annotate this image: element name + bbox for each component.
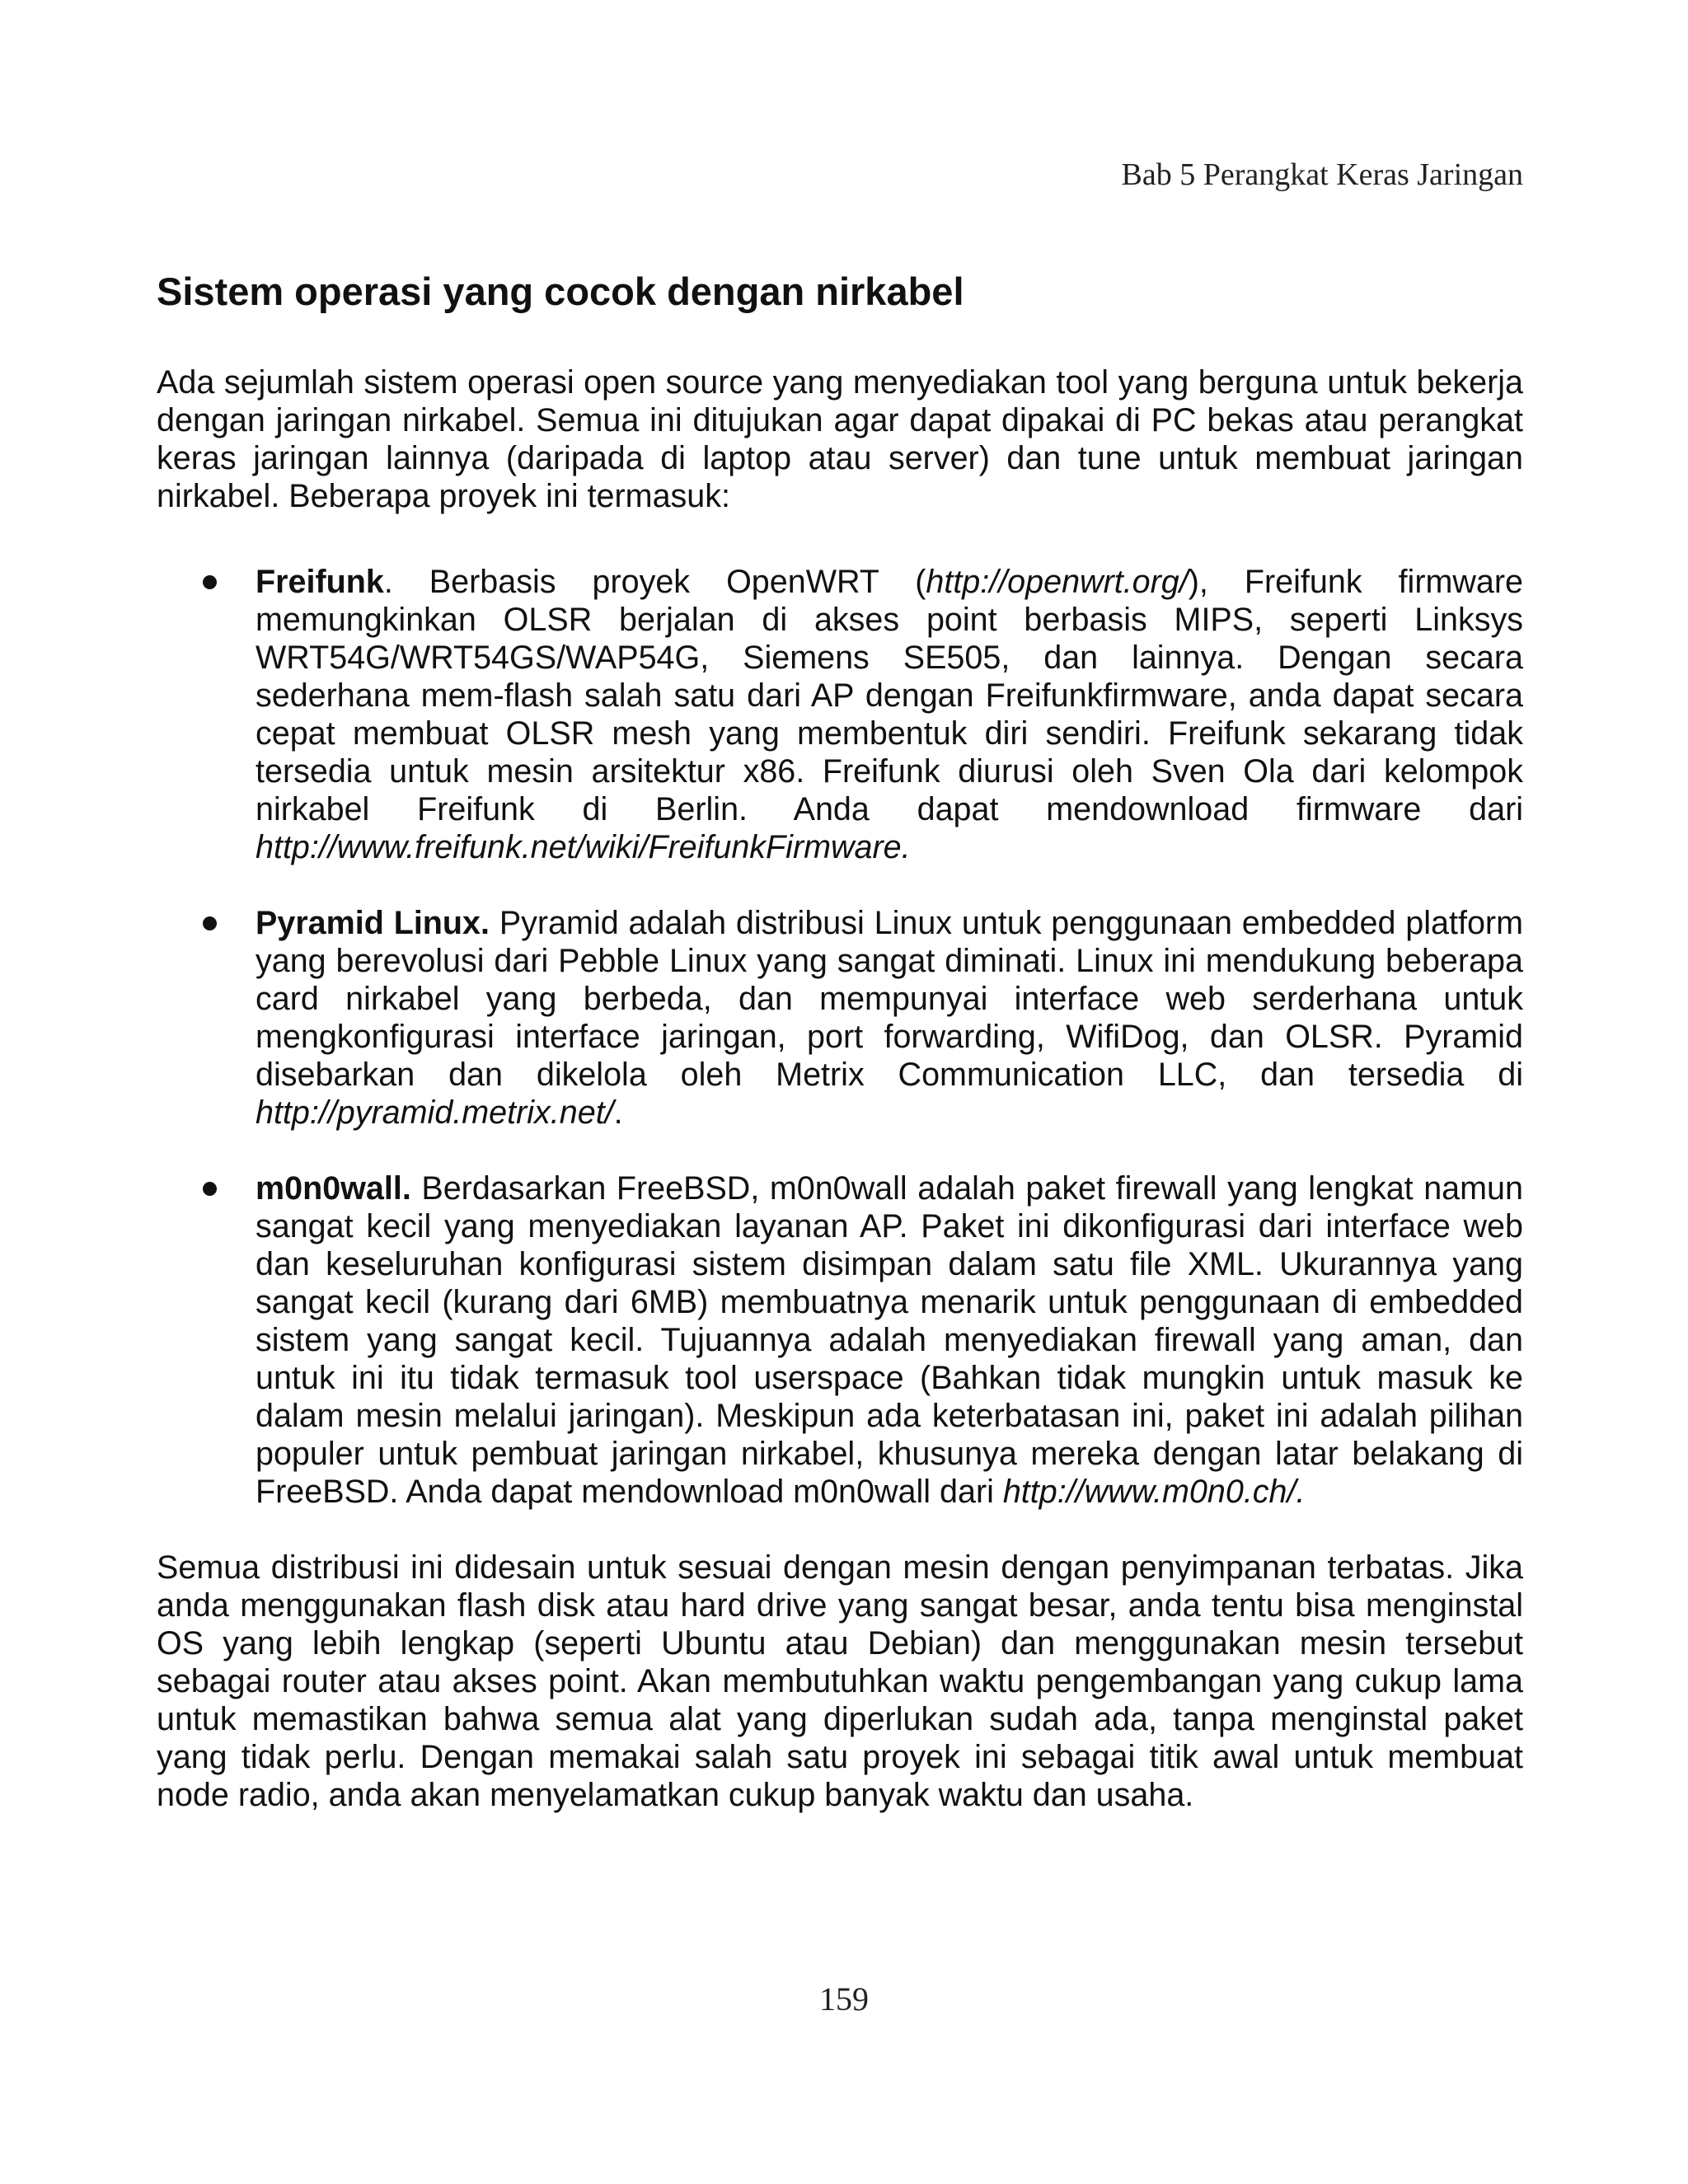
- m0n0wall-link[interactable]: http://www.m0n0.ch/.: [1002, 1474, 1306, 1510]
- item-text: .: [613, 1094, 623, 1131]
- os-list: [157, 563, 1523, 1511]
- item-text: ), Freifunk firmware memungkinkan OLSR berjalan di akses point berbasis MIPS, seperti Linksys WRT54G/WRT54GS/WAP54G, Siemens SE505, dan lainnya. Dengan secara sederhana mem-flash salah satu dari AP dengan Freifunkfirmware, anda dapat secara cepat membuat OLSR mesh yang membentuk diri sendiri. Freifunk sekarang tidak tersedia untuk mesin arsitektur x86. Freifunk diurusi oleh Sven Ola dari kelompok nirkabel Freifunk di Berlin. Anda dapat mendownload firmware dari: [256, 564, 1524, 827]
- list-item-m0n0wall: [157, 1169, 1523, 1511]
- list-item-freifunk: [157, 563, 1523, 866]
- bullet-icon: [203, 916, 217, 930]
- bullet-icon: [203, 575, 217, 589]
- intro-paragraph: Ada sejumlah sistem operasi open source yang menyediakan tool yang berguna untuk bekerja dengan jaringan nirkabel. Semua ini ditujukan agar dapat dipakai di PC bekas atau perangkat keras jaringan lainnya (daripada di laptop atau server) dan tune untuk membuat jaringan nirkabel. Beberapa proyek ini termasuk:: [157, 364, 1523, 514]
- closing-paragraph: Semua distribusi ini didesain untuk sesuai dengan mesin dengan penyimpanan terbatas. Jika anda menggunakan flash disk atau hard drive yang sangat besar, anda tentu bisa menginstal OS yang lebih lengkap (seperti Ubuntu atau Debian) dan menggunakan mesin tersebut sebagai router atau akses point. Akan membutuhkan waktu pengembangan yang cukup lama untuk memastikan bahwa semua alat yang diperlukan sudah ada, tanpa menginstal paket yang tidak perlu. Dengan memakai salah satu proyek ini sebagai titik awal untuk membuat node radio, anda akan menyelamatkan cukup banyak waktu dan usaha.: [157, 1549, 1523, 1813]
- section-title: Sistem operasi yang cocok dengan nirkabel: [157, 269, 964, 313]
- openwrt-link[interactable]: http://openwrt.org/: [926, 564, 1189, 600]
- item-name: Pyramid Linux.: [256, 905, 490, 941]
- running-header: Bab 5 Perangkat Keras Jaringan: [1121, 157, 1523, 192]
- list-item-text: [256, 563, 1523, 866]
- list-item-text: [256, 904, 1523, 1132]
- list-item-pyramid-linux: [157, 904, 1523, 1132]
- bullet-icon: [203, 1182, 217, 1196]
- page-content: [157, 269, 1523, 1814]
- item-text: . Berbasis proyek OpenWRT (: [383, 564, 926, 600]
- page-number: 159: [819, 1980, 869, 2018]
- item-name: Freifunk: [256, 564, 384, 600]
- item-name: m0n0wall.: [256, 1170, 411, 1207]
- freifunk-link[interactable]: http://www.freifunk.net/wiki/FreifunkFirmware.: [256, 829, 911, 865]
- list-item-text: [256, 1169, 1523, 1511]
- item-text: Berdasarkan FreeBSD, m0n0wall adalah paket firewall yang lengkat namun sangat kecil yang menyediakan layanan AP. Paket ini dikonfigurasi dari interface web dan keseluruhan konfigurasi sistem disimpan dalam satu file XML. Ukurannya yang sangat kecil (kurang dari 6MB) membuatnya menarik untuk penggunaan di embedded sistem yang sangat kecil. Tujuannya adalah menyediakan firewall yang aman, dan untuk ini itu tidak termasuk tool userspace (Bahkan tidak mungkin untuk masuk ke dalam mesin melalui jaringan). Meskipun ada keterbatasan ini, paket ini adalah pilihan populer untuk pembuat jaringan nirkabel, khusunya mereka dengan latar belakang di FreeBSD. Anda dapat mendownload m0n0wall dari: [256, 1170, 1523, 1510]
- pyramid-link[interactable]: http://pyramid.metrix.net/: [256, 1094, 614, 1131]
- item-text: Pyramid adalah distribusi Linux untuk penggunaan embedded platform yang berevolusi dari Pebble Linux yang sangat diminati. Linux ini mendukung beberapa card nirkabel yang berbeda, dan mempunyai interface web serderhana untuk mengkonfigurasi interface jaringan, port forwarding, WifiDog, dan OLSR. Pyramid disebarkan dan dikelola oleh Metrix Communication LLC, dan tersedia di: [256, 905, 1523, 1093]
